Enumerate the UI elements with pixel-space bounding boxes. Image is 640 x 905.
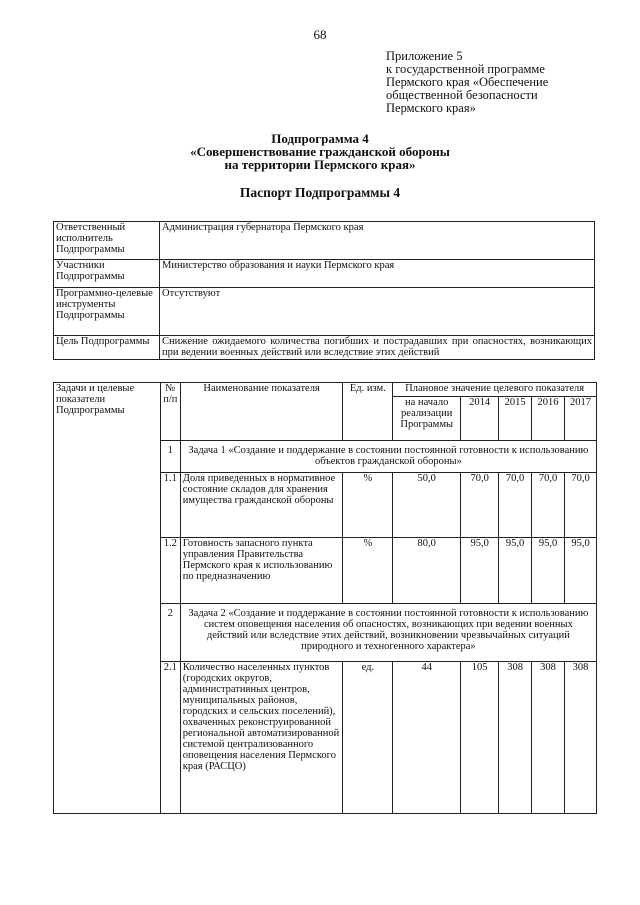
passport-value: Министерство образования и науки Пермского края: [160, 260, 595, 288]
passport-table: [53, 221, 595, 360]
indicator-year-value: 95,0: [532, 538, 565, 604]
title-line: «Совершенствование гражданской обороны: [190, 144, 450, 159]
passport-row: [54, 288, 595, 336]
indicator-year-value: 95,0: [499, 538, 532, 604]
passport-value: Снижение ожидаемого количества погибших и пострадавших при опасностях, возникающих при ведении военных действий или вследствие этих действий: [160, 336, 595, 360]
indicator-number: 1.2: [160, 538, 180, 604]
indicator-year-value: 95,0: [461, 538, 499, 604]
indicator-year-value: 70,0: [565, 473, 597, 538]
passport-row: [54, 222, 595, 260]
indicator-year-value: 308: [565, 662, 597, 814]
appendix-note: [386, 50, 548, 115]
indicator-year-value: 95,0: [565, 538, 597, 604]
indicator-number: 1.1: [160, 473, 180, 538]
col-header-year: 2014: [461, 397, 499, 441]
passport-value: Администрация губернатора Пермского края: [160, 222, 595, 260]
indicator-start-value: 44: [393, 662, 461, 814]
col-header-year: 2016: [532, 397, 565, 441]
col-header-name: Наименование показателя: [180, 383, 343, 441]
col-header-planned: Плановое значение целевого показателя: [393, 383, 597, 397]
appendix-line: Пермского края»: [386, 101, 476, 115]
passport-row: [54, 260, 595, 288]
indicator-number: 2.1: [160, 662, 180, 814]
col-header-unit: Ед. изм.: [343, 383, 393, 441]
appendix-line: Пермского края «Обеспечение: [386, 75, 549, 89]
passport-label: Цель Подпрограммы: [54, 336, 160, 360]
indicator-start-value: 50,0: [393, 473, 461, 538]
passport-label: Программно-целевые инструменты Подпрограммы: [54, 288, 160, 336]
indicators-table: [53, 382, 597, 814]
appendix-line: общественной безопасности: [386, 88, 538, 102]
title-line: Подпрограмма 4: [271, 131, 369, 146]
indicator-name: Готовность запасного пункта управления Правительства Пермского края к использованию по предназначению: [180, 538, 343, 604]
passport-value: Отсутствуют: [160, 288, 595, 336]
indicator-year-value: 70,0: [461, 473, 499, 538]
indicator-unit: %: [343, 538, 393, 604]
appendix-line: к государственной программе: [386, 62, 545, 76]
indicator-unit: ед.: [343, 662, 393, 814]
indicator-unit: %: [343, 473, 393, 538]
indicator-year-value: 105: [461, 662, 499, 814]
task-title: Задача 1 «Создание и поддержание в состоянии постоянной готовности к использованию объектов гражданской обороны»: [180, 441, 596, 473]
indicator-name: Доля приведенных в нормативное состояние складов для хранения имущества гражданской обороны: [180, 473, 343, 538]
col-header-num: № п/п: [160, 383, 180, 441]
page-number: 68: [313, 27, 327, 42]
task-title: Задача 2 «Создание и поддержание в состоянии постоянной готовности к использованию систем оповещения населения об опасностях, возникающих при ведении военных действий или вследствие этих действий, возникновении чрезвычайных ситуаций природного и техногенного характера»: [180, 604, 596, 662]
indicator-name: Количество населенных пунктов (городских округов, административных центров, муниципальных районов, городских и сельских поселений), охваченных реконструированной региональной автоматизированной системой централизованного оповещения населения Пермского края (РАСЦО): [180, 662, 343, 814]
task-number: 2: [160, 604, 180, 662]
subprogram-title: [0, 132, 640, 171]
indicator-start-value: 80,0: [393, 538, 461, 604]
tasks-side-label: Задачи и целевые показатели Подпрограммы: [54, 383, 161, 814]
passport-label: Участники Подпрограммы: [54, 260, 160, 288]
passport-label: Ответственный исполнитель Подпрограммы: [54, 222, 160, 260]
indicator-year-value: 308: [532, 662, 565, 814]
col-header-start: на начало реализации Программы: [393, 397, 461, 441]
appendix-line: Приложение 5: [386, 49, 463, 63]
passport-row: [54, 336, 595, 360]
indicator-year-value: 70,0: [499, 473, 532, 538]
title-line: на территории Пермского края»: [224, 157, 416, 172]
indicator-year-value: 70,0: [532, 473, 565, 538]
header-row: [54, 383, 597, 397]
passport-title: Паспорт Подпрограммы 4: [239, 185, 401, 200]
col-header-year: 2017: [565, 397, 597, 441]
indicator-year-value: 308: [499, 662, 532, 814]
task-number: 1: [160, 441, 180, 473]
col-header-year: 2015: [499, 397, 532, 441]
